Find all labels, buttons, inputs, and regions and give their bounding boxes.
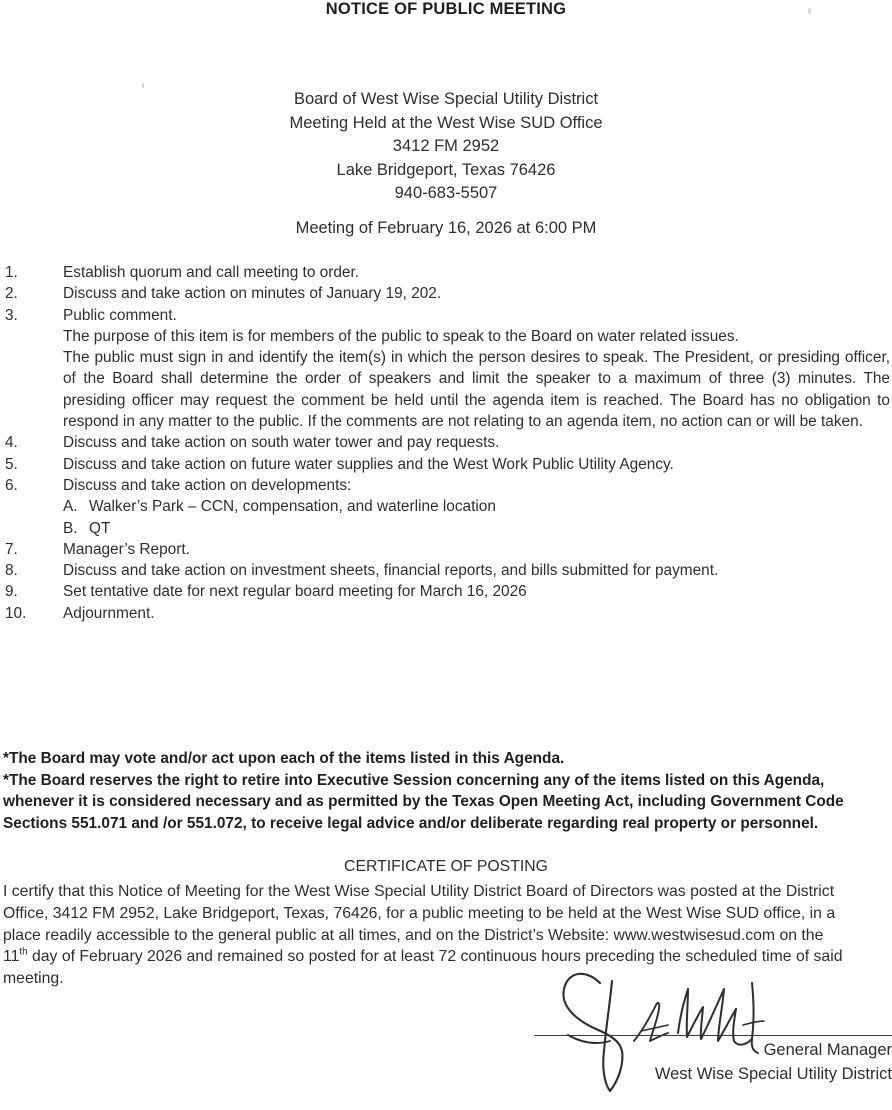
address-line-city-state-zip: Lake Bridgeport, Texas 76426 <box>336 160 556 179</box>
board-note-vote: *The Board may vote and/or act upon each of the items listed in this Agenda. <box>3 750 565 767</box>
agenda-sub-item-text: Walker’s Park – CCN, compensation, and waterline location <box>89 498 496 516</box>
agenda-item-text: The purpose of this item is for members of the public to speak to the Board on water related issues. <box>63 327 739 345</box>
agenda-item-number: 3. <box>5 306 18 324</box>
agenda-item <box>5 262 890 283</box>
address-line-organization: Board of West Wise Special Utility District <box>293 90 599 108</box>
certificate-line-5: meeting. <box>3 970 64 988</box>
agenda-item-number: 10. <box>5 604 27 622</box>
agenda-item-number: 2. <box>5 285 18 303</box>
agenda-item-number: 8. <box>5 562 18 580</box>
agenda-item <box>5 454 890 475</box>
signature-organization: West Wise Special Utility District <box>654 1064 892 1083</box>
signature-rule <box>534 1035 892 1036</box>
agenda-item-note <box>5 347 890 432</box>
agenda-item <box>5 560 890 581</box>
posting-day-suffix: th <box>19 947 28 959</box>
agenda-list <box>5 262 890 624</box>
agenda-sub-item-letter: B. <box>63 519 78 537</box>
agenda-item <box>5 283 890 304</box>
address-block <box>0 88 892 206</box>
agenda-item-number: 4. <box>5 434 18 452</box>
agenda-item-text: Adjournment. <box>63 604 155 622</box>
board-note-executive-session-1: *The Board reserves the right to retire into Executive Session concerning any of the items listed on this Agenda, <box>3 771 825 789</box>
agenda-sub-item-text: QT <box>89 519 111 537</box>
agenda-item-text: Public comment. <box>63 306 177 324</box>
agenda-item-number: 9. <box>5 583 18 601</box>
agenda-item-text: Discuss and take action on developments: <box>63 476 352 494</box>
signature-title: General Manager <box>763 1041 892 1059</box>
agenda-sub-item-letter: A. <box>63 498 78 516</box>
address-line-phone: 940-683-5507 <box>394 184 498 203</box>
page-title: NOTICE OF PUBLIC MEETING <box>325 0 567 18</box>
certificate-heading: CERTIFICATE OF POSTING <box>344 858 548 875</box>
certificate-line-1: I certify that this Notice of Meeting for the West Wise Special Utility District Board of Directors was posted at the District <box>3 883 835 900</box>
agenda-item <box>5 475 890 496</box>
agenda-item-number: 7. <box>5 540 18 558</box>
meeting-datetime: Meeting of February 16, 2026 at 6:00 PM <box>295 219 597 237</box>
board-note-executive-session-3: Sections 551.071 and /or 551.072, to receive legal advice and/or deliberate regarding real property or personnel. <box>3 814 819 832</box>
agenda-item <box>5 539 890 560</box>
agenda-sub-item <box>5 518 890 539</box>
posting-day-number: 11 <box>3 948 20 966</box>
signature-caption <box>520 1039 892 1086</box>
address-line-street: 3412 FM 2952 <box>392 137 500 156</box>
signature-area <box>520 955 892 1110</box>
posting-day-rest: day of February 2026 and remained so posted for at least 72 continuous hours preceding the scheduled time of said <box>27 948 843 966</box>
agenda-item <box>5 305 890 326</box>
agenda-item-text: Discuss and take action on south water tower and pay requests. <box>63 434 500 452</box>
agenda-item <box>5 432 890 453</box>
certificate-line-2: Office, 3412 FM 2952, Lake Bridgeport, Texas, 76426, for a public meeting to be held at the West Wise SUD office, in a <box>3 904 836 922</box>
agenda-item-text: Discuss and take action on investment sheets, financial reports, and bills submitted for payment. <box>63 562 719 580</box>
agenda-item-text: Manager’s Report. <box>63 540 190 558</box>
agenda-item-text: Discuss and take action on minutes of January 19, 202. <box>63 285 442 303</box>
agenda-item-number: 1. <box>5 264 18 281</box>
agenda-item-text: Set tentative date for next regular board meeting for March 16, 2026 <box>63 583 527 601</box>
board-note-executive-session-2: whenever it is considered necessary and as permitted by the Texas Open Meeting Act, including Government Code <box>3 793 844 810</box>
agenda-sub-item <box>5 496 890 517</box>
agenda-item <box>5 603 890 624</box>
address-line-venue: Meeting Held at the West Wise SUD Office <box>289 113 603 132</box>
agenda-item-text: Establish quorum and call meeting to order. <box>63 264 360 281</box>
certificate-line-3: place readily accessible to the general public at all times, and on the District’s Website: www.westwisesud.com on the <box>3 926 824 944</box>
agenda-item-text: Discuss and take action on future water supplies and the West Work Public Utility Agency. <box>63 455 674 473</box>
agenda-item-number: 6. <box>5 476 18 494</box>
agenda-item-note <box>5 326 890 347</box>
agenda-item-number: 5. <box>5 455 18 473</box>
board-notes <box>3 748 890 834</box>
agenda-item <box>5 581 890 602</box>
agenda-item-text: The public must sign in and identify the item(s) in which the person desires to speak. The President, or presiding officer, of the Board shall determine the order of speakers and limit the speaker to a maximum of three (3) minutes. The presiding officer may request the comment be held until the agenda item is reached. The Board has no obligation to respond in any matter to the public. If the comments are not relating to an agenda item, no action can or will be taken. <box>63 349 890 431</box>
